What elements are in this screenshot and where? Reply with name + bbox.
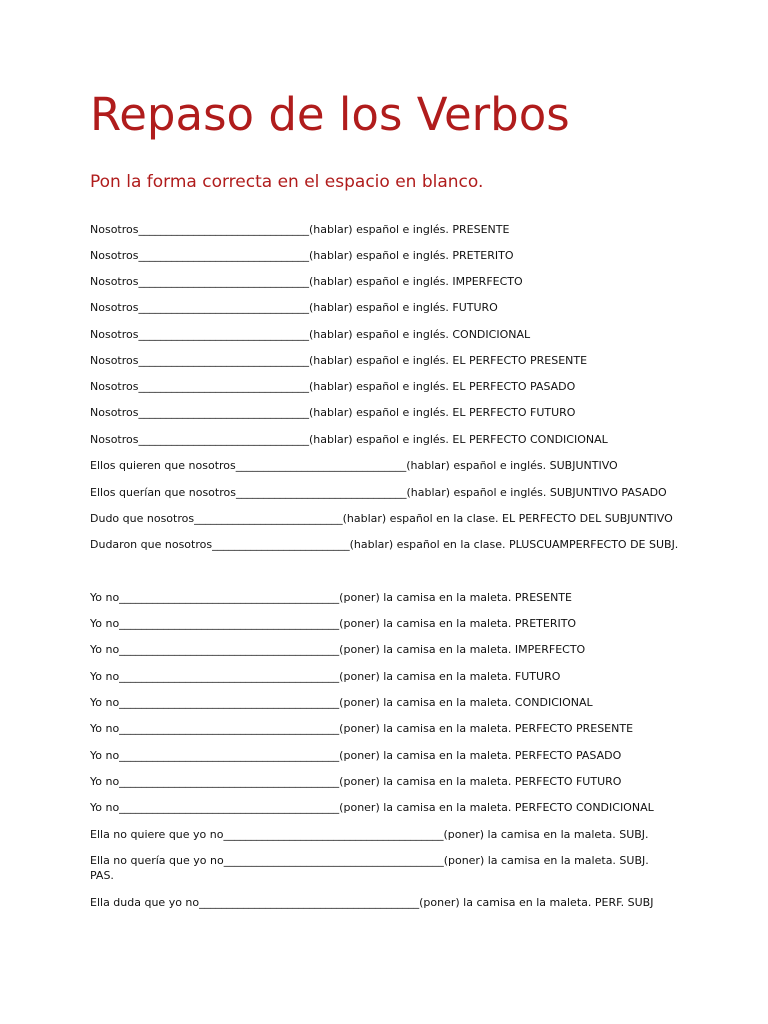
exercise-line: Dudaron que nosotros_________________________(hablar) español en la clase. PLUSCUAMPERFECTO DE SUBJ. — [90, 538, 679, 551]
exercise-line: Yo no________________________________________(poner) la camisa en la maleta. PRESENTE — [90, 591, 572, 604]
exercise-line: Nosotros_______________________________(hablar) español e inglés. PRETERITO — [90, 249, 514, 262]
exercise-line: Yo no________________________________________(poner) la camisa en la maleta. PERFECTO PRESENTE — [90, 722, 634, 735]
exercise-line: Nosotros_______________________________(hablar) español e inglés. EL PERFECTO PRESENTE — [90, 354, 588, 367]
instructions-subtitle: Pon la forma correcta en el espacio en blanco. — [90, 172, 484, 192]
exercise-line: Nosotros_______________________________(hablar) español e inglés. IMPERFECTO — [90, 275, 523, 288]
exercise-line: Yo no________________________________________(poner) la camisa en la maleta. FUTURO — [90, 670, 561, 683]
exercise-line: Nosotros_______________________________(hablar) español e inglés. EL PERFECTO PASADO — [90, 380, 576, 393]
exercise-line: Dudo que nosotros___________________________(hablar) español en la clase. EL PERFECTO DEL SUBJUNTIVO — [90, 512, 673, 525]
exercise-line: Nosotros_______________________________(hablar) español e inglés. EL PERFECTO FUTURO — [90, 406, 576, 419]
exercise-line: Ella duda que yo no________________________________________(poner) la camisa en la maleta. PERF. SUBJ — [90, 896, 654, 909]
exercise-line: Ellos querían que nosotros_______________________________(hablar) español e inglés. SUBJUNTIVO PASADO — [90, 486, 667, 499]
exercise-line: Ellos quieren que nosotros_______________________________(hablar) español e inglés. SUBJUNTIVO — [90, 459, 618, 472]
exercise-line: Yo no________________________________________(poner) la camisa en la maleta. IMPERFECTO — [90, 643, 586, 656]
exercise-line: Yo no________________________________________(poner) la camisa en la maleta. PERFECTO CONDICIONAL — [90, 801, 654, 814]
exercise-line: Nosotros_______________________________(hablar) español e inglés. EL PERFECTO CONDICIONAL — [90, 433, 608, 446]
exercise-line: Yo no________________________________________(poner) la camisa en la maleta. PRETERITO — [90, 617, 577, 630]
exercise-line: Yo no________________________________________(poner) la camisa en la maleta. PERFECTO FUTURO — [90, 775, 622, 788]
exercise-line: Nosotros_______________________________(hablar) español e inglés. FUTURO — [90, 301, 498, 314]
exercise-line: Nosotros_______________________________(hablar) español e inglés. PRESENTE — [90, 223, 510, 236]
exercise-line: Ella no quiere que yo no________________________________________(poner) la camisa en la maleta. SUBJ. — [90, 828, 649, 841]
exercise-line: Yo no________________________________________(poner) la camisa en la maleta. PERFECTO PASADO — [90, 749, 622, 762]
exercise-line: Yo no________________________________________(poner) la camisa en la maleta. CONDICIONAL — [90, 696, 593, 709]
exercise-line: Nosotros_______________________________(hablar) español e inglés. CONDICIONAL — [90, 328, 531, 341]
page-title: Repaso de los Verbos — [90, 88, 570, 141]
exercise-line: Ella no quería que yo no________________________________________(poner) la camisa en la maleta. SUBJ. PAS. — [90, 854, 649, 882]
